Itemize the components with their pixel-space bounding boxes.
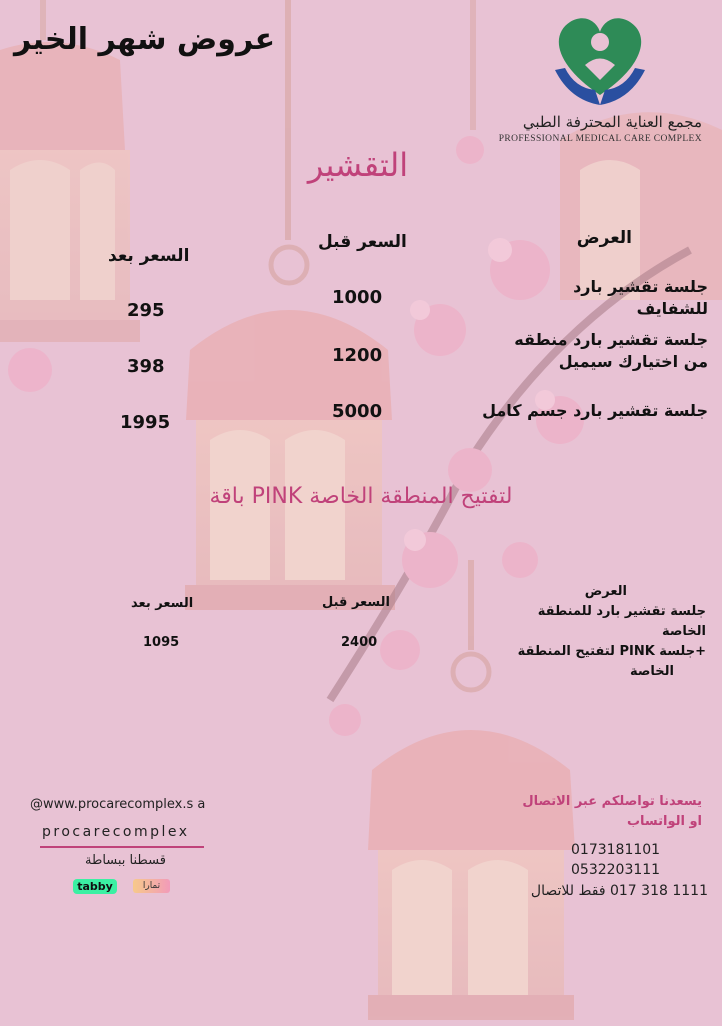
brand-name: procarecomplex — [42, 824, 190, 840]
offer-row-3: جلسة تقشير بارد جسم كامل — [482, 401, 708, 420]
logo-english-name: PROFESSIONAL MEDICAL CARE COMPLEX — [498, 134, 702, 144]
package-offer-description — [496, 602, 706, 683]
section-title-pink-package: باقة PINK لتفتيح المنطقة الخاصة — [209, 484, 513, 509]
logo-arabic-name: مجمع العناية المحترفة الطبي — [522, 113, 702, 131]
header-price-before: السعر قبل — [318, 232, 407, 252]
package-offer-line-1: جلسة تقشير بارد للمنطقة الخاصة — [537, 604, 706, 640]
header-offer: العرض — [576, 228, 632, 248]
medical-care-logo-icon — [545, 10, 655, 110]
brand-divider — [40, 846, 204, 848]
package-offer-line-2: +جلسة PINK لتفتيح المنطقة — [517, 644, 706, 660]
contact-heading: يسعدنا تواصلكم عبر الاتصال او الواتساب — [522, 794, 702, 830]
section-title-peeling: التقشير — [307, 146, 409, 184]
website-link[interactable]: @www.procarecomplex.s a — [30, 797, 206, 812]
phone-number-call-only[interactable]: 1111 318 017 فقط للاتصال — [530, 883, 708, 899]
phone-number-1[interactable]: 0173181101 — [571, 842, 661, 858]
price-before-row-2: 1200 — [332, 345, 383, 366]
package-price-after: 1095 — [143, 635, 180, 650]
offer-row-1: جلسة تقشير بارد للشفايف — [573, 277, 708, 319]
price-after-row-2: 398 — [127, 356, 165, 377]
package-header-price-before: السعر قبل — [322, 595, 390, 610]
price-after-row-3: 1995 — [120, 412, 171, 433]
offer-row-2: جلسة تقشير بارد منطقه من اختيارك سيميل — [514, 330, 708, 372]
phone-number-2[interactable]: 0532203111 — [571, 862, 661, 878]
package-offer-line-3: الخاصة — [629, 664, 674, 680]
header-price-after: السعر بعد — [108, 246, 190, 266]
price-after-row-1: 295 — [127, 300, 165, 321]
price-before-row-3: 5000 — [332, 401, 383, 422]
tamara-logo: تمارا — [133, 879, 170, 893]
price-before-row-1: 1000 — [332, 287, 383, 308]
installments-tagline: قسطنا ببساطة — [85, 853, 166, 868]
page-title: عروض شهر الخير — [14, 22, 276, 57]
package-header-offer: العرض — [584, 584, 627, 599]
tabby-logo: tabby — [73, 879, 117, 894]
package-header-price-after: السعر بعد — [131, 596, 194, 611]
package-price-before: 2400 — [341, 635, 378, 650]
